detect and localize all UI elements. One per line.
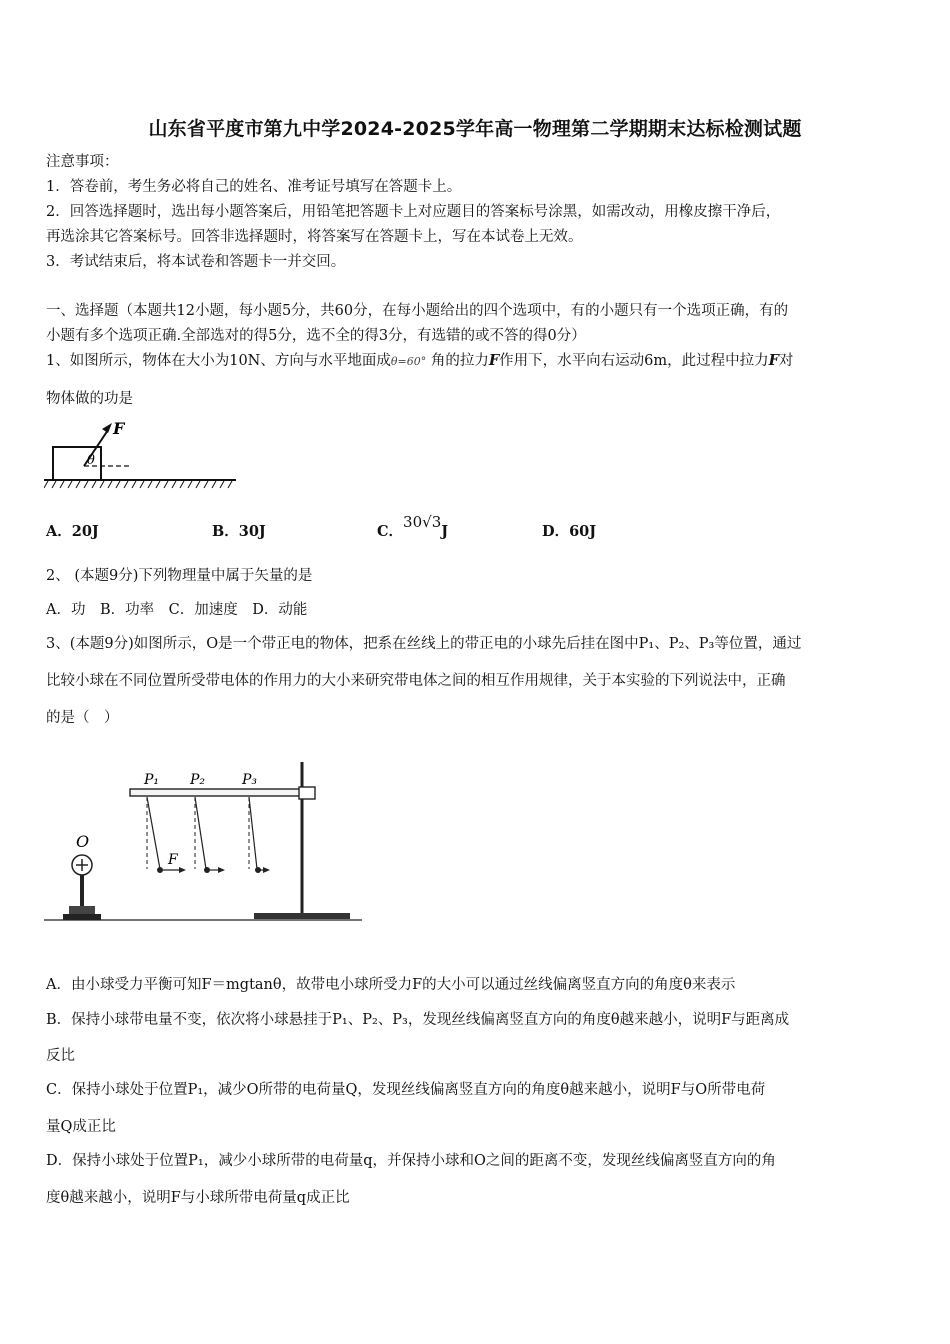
q2-options: A．功 B．功率 C．加速度 D．动能 — [46, 602, 308, 618]
q1-stem-c: 作用下，水平向右运动6m，此过程中拉力 — [499, 353, 769, 369]
q1-option-c — [377, 513, 449, 541]
q3-option-d-line1: D．保持小球处于位置P₁，减少小球所带的电荷量q，并保持小球和O之间的距离不变，发现丝线偏离竖直方向的角 — [46, 1153, 776, 1169]
q3-option-d-line2: 度θ越来越小，说明F与小球所带电荷量q成正比 — [46, 1190, 350, 1206]
q1-stem — [46, 351, 793, 372]
fig-P3-label: P₃ — [242, 772, 258, 788]
fig-theta-label: θ — [87, 453, 95, 468]
q1-option-c-value: 30√3 — [403, 513, 442, 531]
thread-1 — [147, 797, 160, 869]
notice-heading: 注意事项： — [46, 154, 119, 170]
q1-option-d: D．60J — [542, 523, 597, 540]
fig-F-label: F — [168, 852, 178, 868]
fig-O-label: O — [76, 832, 90, 851]
q1-option-b: B．30J — [212, 523, 266, 540]
section1-line2: 小题有多个选项正确.全部选对的得5分，选不全的得3分，有选错的或不答的得0分） — [46, 328, 586, 344]
notice-item-1: 1．答卷前，考生务必将自己的姓名、准考证号填写在答题卡上。 — [46, 179, 462, 195]
q1-option-a: A．20J — [46, 523, 99, 540]
fig-F-label: F — [113, 419, 125, 438]
q1-stem-d: 对 — [778, 353, 794, 369]
notice-item-2: 2．回答选择题时，选出每小题答案后，用铅笔把答题卡上对应题目的答案标号涂黑，如需改动，用橡皮擦干净后， — [46, 204, 781, 220]
q3-option-a: A．由小球受力平衡可知F＝mgtanθ，故带电小球所受力F的大小可以通过丝线偏离竖直方向的角度θ来表示 — [46, 977, 736, 993]
force-arrowhead — [102, 423, 112, 433]
section1-line1: 一、选择题（本题共12小题，每小题5分，共60分，在每小题给出的四个选项中，有的小题只有一个选项正确，有的 — [46, 303, 789, 319]
q1-option-c-unit: J — [441, 523, 449, 540]
fig-P1-label: P₁ — [144, 772, 160, 788]
ground-hatching — [44, 481, 232, 488]
q1-F: F — [488, 352, 500, 369]
q3-option-b-line1: B．保持小球带电量不变，依次将小球悬挂于P₁、P₂、P₃，发现丝线偏离竖直方向的角度θ越来越小，说明F与距离成 — [46, 1012, 790, 1028]
thread-3 — [249, 797, 257, 869]
q1-option-c-label: C． — [377, 523, 404, 540]
q3-option-b-line2: 反比 — [46, 1048, 75, 1064]
notice-item-2-cont: 再选涂其它答案标号。回答非选择题时，将答案写在答题卡上，写在本试卷上无效。 — [46, 229, 583, 245]
q3-stem-2: 比较小球在不同位置所受带电体的作用力的大小来研究带电体之间的相互作用规律，关于本实验的下列说法中，正确 — [46, 673, 786, 689]
q1-figure — [44, 414, 239, 490]
notice-item-3: 3．考试结束后，将本试卷和答题卡一并交回。 — [46, 254, 346, 270]
q3-option-c-line1: C．保持小球处于位置P₁，减少O所带的电荷量Q，发现丝线偏离竖直方向的角度θ越来越小，说明F与O所带电荷 — [46, 1082, 766, 1098]
q1-stem-line2: 物体做的功是 — [46, 391, 133, 407]
page-title: 山东省平度市第九中学2024-2025学年高一物理第二学期期末达标检测试题 — [148, 118, 802, 140]
q1-stem-b: 角的拉力 — [430, 353, 489, 369]
crossbar — [130, 789, 302, 796]
q1-F2: F — [768, 352, 779, 369]
q3-stem-1: 3、(本题9分)如图所示，O是一个带正电的物体，把系在丝线上的带正电的小球先后挂在图中P₁、P₂、P₃等位置，通过 — [46, 636, 802, 652]
stand-foot — [69, 906, 95, 914]
q3-figure — [44, 756, 364, 928]
stand-base — [254, 913, 350, 919]
thread-2 — [195, 797, 206, 869]
q2-stem: 2、 (本题9分)下列物理量中属于矢量的是 — [46, 568, 313, 584]
q3-stem-3: 的是（ ） — [46, 710, 119, 726]
q1-angle: θ=60° — [390, 355, 427, 368]
q3-option-c-line2: 量Q成正比 — [46, 1119, 116, 1135]
fig-P2-label: P₂ — [190, 772, 206, 788]
clamp — [299, 787, 315, 799]
q1-stem-a: 1、如图所示，物体在大小为10N、方向与水平地面成 — [46, 353, 391, 369]
